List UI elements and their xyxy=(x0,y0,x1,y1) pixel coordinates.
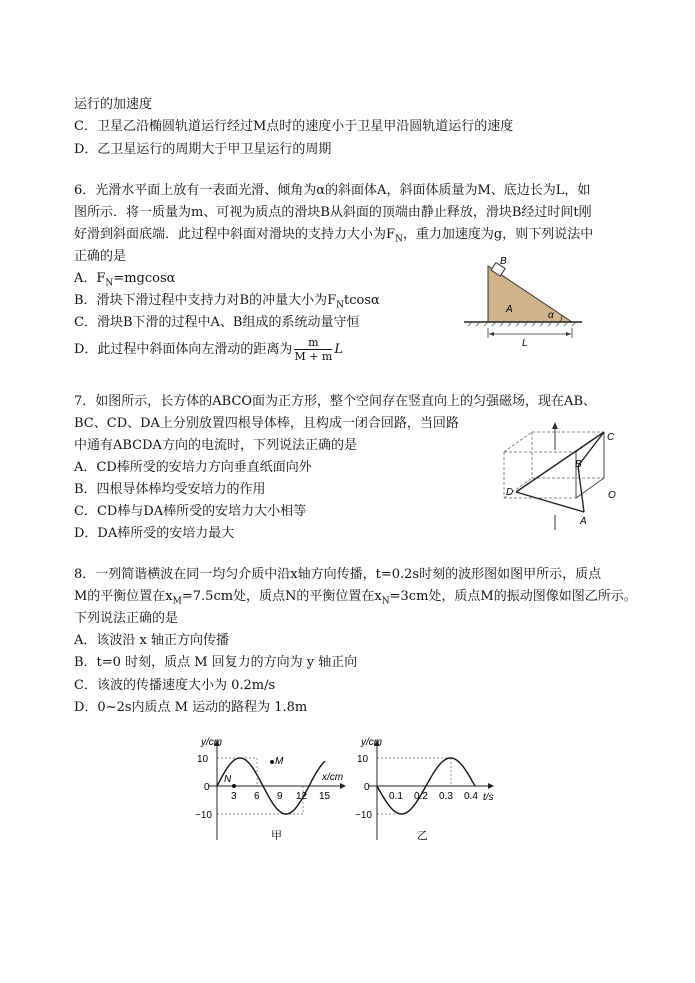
q5-option-c: C．卫星乙沿椭圆轨道运行经过M点时的速度小于卫星甲沿圆轨道运行的速度 xyxy=(74,119,514,134)
q7-stem-2: BC、CD、DA上分别放置四根导体棒，且构成一闭合回路，当回路 xyxy=(74,416,459,431)
label-alpha: α xyxy=(548,310,554,321)
x-tick-label: 12 xyxy=(296,791,308,802)
q7-stem-3: 中通有ABCDA方向的电流时，下列说法正确的是 xyxy=(74,438,357,453)
x-tick-label: 0.4 xyxy=(464,791,478,802)
q6-stem-1: 6．光滑水平面上放有一表面光滑、倾角为α的斜面体A，斜面体质量为M、底边长为L，如 xyxy=(74,183,591,198)
fraction: $\frac{m}{M + m}$ xyxy=(294,336,333,363)
x-tick-label: 0.3 xyxy=(439,791,453,802)
y-tick-label: 0 xyxy=(204,782,210,793)
label-c: C xyxy=(607,432,615,443)
figure-caption: 甲 xyxy=(271,830,282,842)
point-n xyxy=(232,784,236,788)
q8-option-b: B．t=0 时刻，质点 M 回复力的方向为 y 轴正向 xyxy=(74,655,358,670)
label-o: O xyxy=(608,490,616,501)
x-tick-label: 0.2 xyxy=(414,791,428,802)
q6-option-d: D．此过程中斜面体向左滑动的距离为 $\frac{m}{M + m}$ L xyxy=(74,336,343,363)
incline-figure xyxy=(460,254,590,346)
q5-option-d: D．乙卫星运行的周期大于甲卫星运行的周期 xyxy=(74,142,332,157)
y-tick-label: 10 xyxy=(197,754,209,765)
q6-stem-3: 好滑到斜面底端．此过程中斜面对滑块的支持力大小为$F_N$，重力加速度为g，则下列说法中 xyxy=(74,227,594,245)
q7-option-b: B．四根导体棒均受安培力的作用 xyxy=(74,482,266,497)
q6-option-b: B．滑块下滑过程中支持力对B的冲量大小为$F_Ntcos\alpha$ xyxy=(74,293,380,311)
x-axis-label: x/cm xyxy=(322,772,344,783)
q6-stem-2: 图所示．将一质量为m、可视为质点的滑块B从斜面的顶端由静止释放，滑块B经过时间t刚 xyxy=(74,205,592,220)
x-tick-label: 0.1 xyxy=(389,791,403,802)
text-line-1: 运行的加速度 xyxy=(74,97,153,112)
q7-option-c: C．CD棒与DA棒所受的安培力大小相等 xyxy=(74,504,307,519)
figure-caption: 乙 xyxy=(417,830,428,842)
vibration-graph-yi xyxy=(353,735,503,845)
label-b: B xyxy=(500,256,507,267)
q8-option-a: A．该波沿 x 轴正方向传播 xyxy=(74,633,229,648)
x-axis-label: t/s xyxy=(483,792,494,803)
y-tick-label: −10 xyxy=(195,810,212,821)
q8-stem-2: M的平衡位置在$x_M=7.5cm$处，质点N的平衡位置在$x_N=3cm$处，质点M的振动图像如图乙所示。 xyxy=(74,589,637,607)
y-tick-label: −10 xyxy=(355,810,372,821)
q7-option-d: D．DA棒所受的安培力最大 xyxy=(74,526,235,541)
q8-stem-3: 下列说法正确的是 xyxy=(74,611,179,626)
label-a: A xyxy=(506,304,513,315)
q7-stem-1: 7．如图所示，长方体的ABCO面为正方形，整个空间存在竖直向上的匀强磁场，现在AB、 xyxy=(74,394,597,409)
y-tick-label: 0 xyxy=(364,782,370,793)
y-axis-label: y/cm xyxy=(361,737,383,748)
label-a: A xyxy=(580,516,587,527)
x-tick-label: 9 xyxy=(277,791,283,802)
x-tick-label: 15 xyxy=(319,791,331,802)
q8-stem-1: 8．一列简谐横波在同一均匀介质中沿x轴方向传播，t=0.2s时刻的波形图如图甲所示，质点 xyxy=(74,567,602,582)
x-tick-label: 6 xyxy=(254,791,260,802)
label-m: M xyxy=(275,756,284,767)
q6-stem-4: 正确的是 xyxy=(74,249,127,264)
cuboid-figure xyxy=(500,420,625,535)
y-tick-label: 10 xyxy=(357,754,369,765)
point-m xyxy=(270,760,274,764)
q6-option-c: C．滑块B下滑的过程中A、B组成的系统动量守恒 xyxy=(74,315,360,330)
label-b: B xyxy=(575,459,582,470)
y-axis-label: y/cm xyxy=(201,737,223,748)
wave-graph-jia xyxy=(195,735,355,845)
label-d: D xyxy=(506,487,514,498)
q8-option-d: D．0~2s内质点 M 运动的路程为 1.8m xyxy=(74,700,308,715)
label-n: N xyxy=(224,774,232,785)
q6-option-a: A．$F_N=mgcos\alpha$ xyxy=(74,271,176,289)
q8-option-c: C．该波的传播速度大小为 0.2m/s xyxy=(74,678,276,693)
x-tick-label: 3 xyxy=(231,791,237,802)
q7-option-a: A．CD棒所受的安培力方向垂直纸面向外 xyxy=(74,460,312,475)
label-l: L xyxy=(522,338,528,346)
